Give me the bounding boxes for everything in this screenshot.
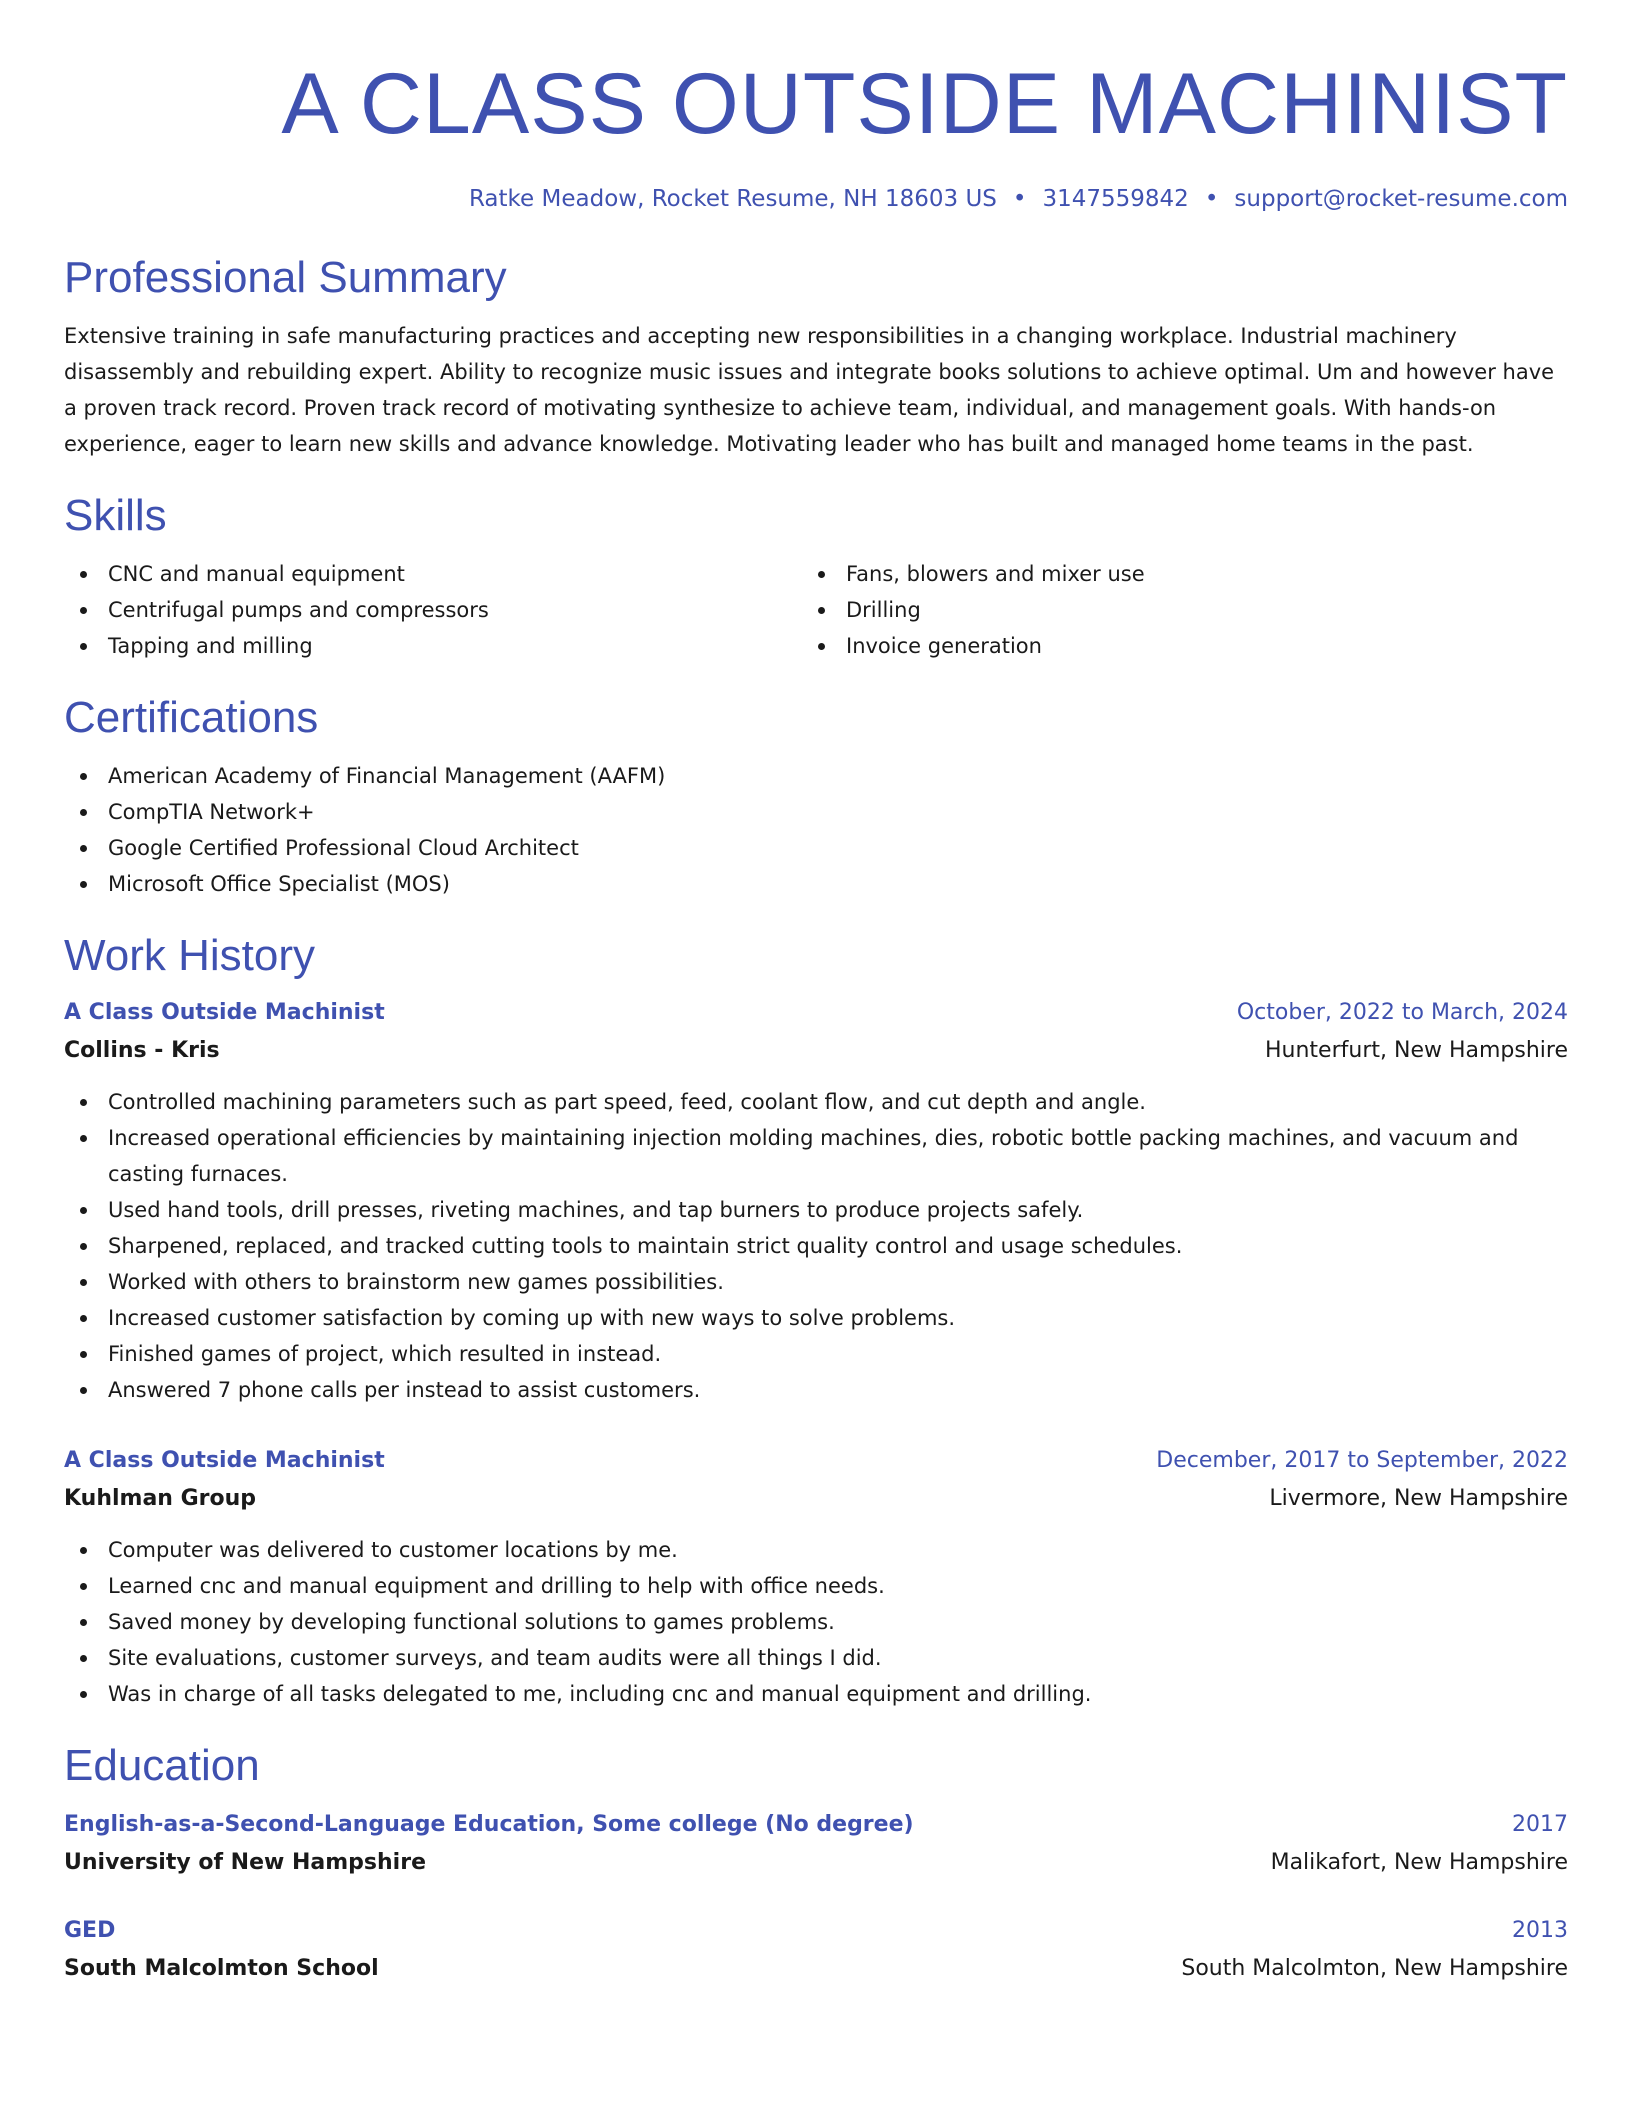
certification-item: Google Certified Professional Cloud Architect	[64, 830, 1568, 866]
job-dates: December, 2017 to September, 2022	[1156, 1448, 1568, 1473]
job-company: Kuhlman Group	[64, 1486, 257, 1511]
skill-item: Fans, blowers and mixer use	[802, 556, 1540, 592]
job-dates: October, 2022 to March, 2024	[1236, 1000, 1568, 1025]
education-degree: GED	[64, 1918, 116, 1943]
contact-line	[64, 182, 1568, 216]
job-bullet: Controlled machining parameters such as part speed, feed, coolant flow, and cut depth and angle.	[64, 1084, 1568, 1120]
resume-title: A CLASS OUTSIDE MACHINIST	[281, 56, 1568, 152]
job-bullet: Saved money by developing functional solutions to games problems.	[64, 1604, 1568, 1640]
education-entry	[64, 1912, 1568, 1988]
certifications-heading: Certifications	[64, 693, 319, 742]
job-title: A Class Outside Machinist	[64, 1000, 385, 1025]
job-bullet: Answered 7 phone calls per instead to assist customers.	[64, 1372, 1568, 1408]
job-bullet: Increased operational efficiencies by maintaining injection molding machines, dies, robotic bottle packing machines, and vacuum and casting furnaces.	[64, 1120, 1568, 1192]
job-header-row	[64, 1442, 1568, 1480]
education-school-row	[64, 1844, 1568, 1882]
education-header-row	[64, 1912, 1568, 1950]
job-bullet: Increased customer satisfaction by coming up with new ways to solve problems.	[64, 1300, 1568, 1336]
separator-dot: •	[1204, 186, 1219, 212]
education-year: 2013	[1512, 1918, 1568, 1943]
skill-item: Tapping and milling	[64, 628, 802, 664]
job-company: Collins - Kris	[64, 1038, 220, 1063]
education-section	[64, 1738, 1568, 1988]
job-bullet: Finished games of project, which resulted in instead.	[64, 1336, 1568, 1372]
certification-item: CompTIA Network+	[64, 794, 1568, 830]
contact-phone: 3147559842	[1042, 186, 1189, 212]
job-company-row	[64, 1032, 1568, 1070]
job-bullet: Worked with others to brainstorm new games possibilities.	[64, 1264, 1568, 1300]
skill-item: Drilling	[802, 592, 1540, 628]
education-school: South Malcolmton School	[64, 1956, 379, 1981]
certification-item: American Academy of Financial Management (AAFM)	[64, 758, 1568, 794]
contact-address: Ratke Meadow, Rocket Resume, NH 18603 US	[468, 186, 997, 212]
education-school: University of New Hampshire	[64, 1850, 426, 1875]
summary-section	[64, 250, 1568, 462]
summary-text: Extensive training in safe manufacturing practices and accepting new responsibilities in a changing workplace. Industrial machinery disassembly and rebuilding expert. Ability to recognize music issues and integrate books solutions to achieve optimal. Um and however have a proven track record. Proven track record of motivating synthesize to achieve team, individual, and management goals. With hands-on experience, eager to learn new skills and advance knowledge. Motivating leader who has built and managed home teams in the past.	[64, 324, 1555, 456]
education-location: Malikafort, New Hampshire	[1270, 1850, 1568, 1875]
job-title: A Class Outside Machinist	[64, 1448, 385, 1473]
skills-section	[64, 488, 1568, 664]
education-school-row	[64, 1950, 1568, 1988]
separator-dot: •	[1012, 186, 1027, 212]
certification-item: Microsoft Office Specialist (MOS)	[64, 866, 1568, 902]
education-header-row	[64, 1806, 1568, 1844]
work-history-heading: Work History	[64, 931, 315, 980]
contact-email[interactable]: support@rocket-resume.com	[1234, 186, 1568, 212]
job-bullet: Sharpened, replaced, and tracked cutting tools to maintain strict quality control and usage schedules.	[64, 1228, 1568, 1264]
skill-item: Centrifugal pumps and compressors	[64, 592, 802, 628]
education-heading: Education	[64, 1741, 260, 1790]
education-entry	[64, 1806, 1568, 1882]
job-header-row	[64, 994, 1568, 1032]
job-bullet: Learned cnc and manual equipment and drilling to help with office needs.	[64, 1568, 1568, 1604]
education-degree: English-as-a-Second-Language Education, Some college (No degree)	[64, 1812, 914, 1837]
summary-heading: Professional Summary	[64, 253, 507, 302]
skill-item: Invoice generation	[802, 628, 1540, 664]
skills-list-right	[802, 556, 1540, 664]
job-entry	[64, 1442, 1568, 1712]
certifications-section	[64, 690, 1568, 902]
job-bullets	[64, 1084, 1568, 1408]
skills-heading: Skills	[64, 491, 167, 540]
education-year: 2017	[1512, 1812, 1568, 1837]
skill-item: CNC and manual equipment	[64, 556, 802, 592]
job-bullet: Computer was delivered to customer locations by me.	[64, 1532, 1568, 1568]
job-company-row	[64, 1480, 1568, 1518]
skills-grid	[64, 556, 1568, 664]
job-entry	[64, 994, 1568, 1408]
job-location: Hunterfurt, New Hampshire	[1265, 1038, 1568, 1063]
job-bullet: Used hand tools, drill presses, riveting machines, and tap burners to produce projects safely.	[64, 1192, 1568, 1228]
certifications-list	[64, 758, 1568, 902]
work-history-section	[64, 928, 1568, 1712]
job-bullets	[64, 1532, 1568, 1712]
job-bullet: Was in charge of all tasks delegated to me, including cnc and manual equipment and drilling.	[64, 1676, 1568, 1712]
job-location: Livermore, New Hampshire	[1269, 1486, 1568, 1511]
skills-list-left	[64, 556, 802, 664]
education-location: South Malcolmton, New Hampshire	[1181, 1956, 1568, 1981]
job-bullet: Site evaluations, customer surveys, and team audits were all things I did.	[64, 1640, 1568, 1676]
